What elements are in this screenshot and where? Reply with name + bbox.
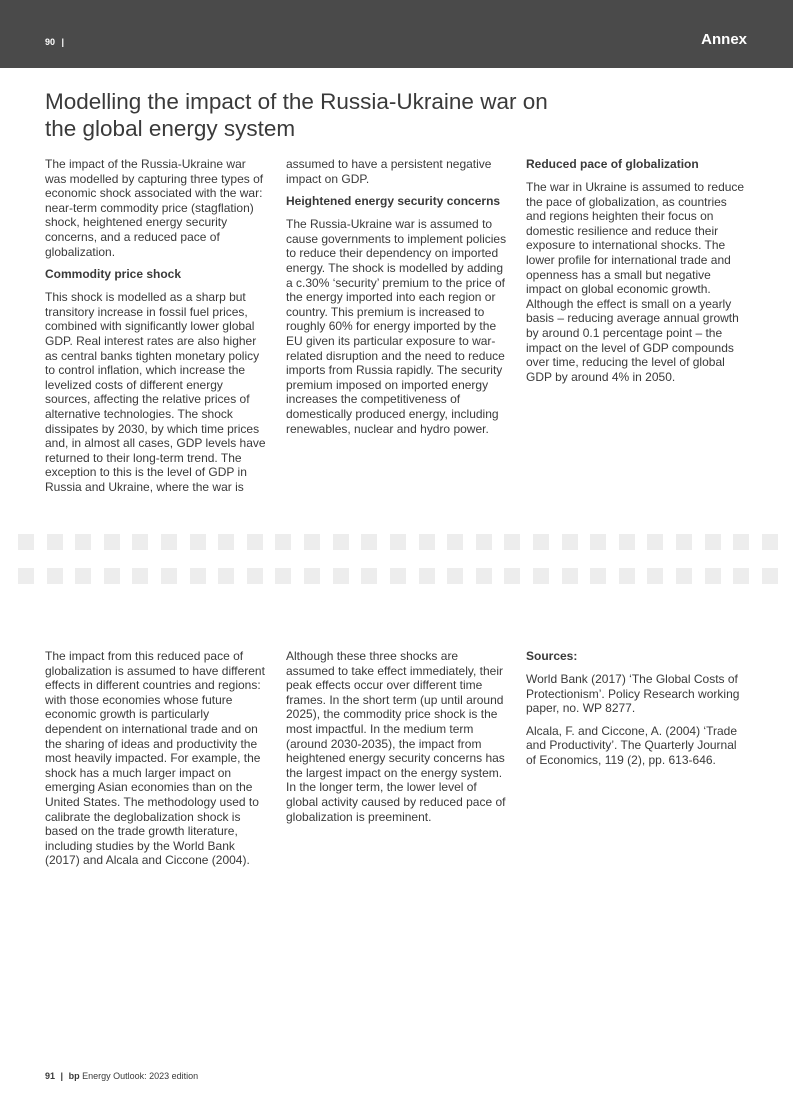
column-2-bottom <box>286 649 508 832</box>
page-title: Modelling the impact of the Russia-Ukraine war on the global energy system <box>45 89 548 141</box>
publication-name: Energy Outlook: 2023 edition <box>82 1071 199 1081</box>
column-1-bottom <box>45 649 267 876</box>
header-page-number: 90 | <box>45 37 65 47</box>
sources-heading: Sources: <box>526 649 578 663</box>
divider-squares-row-2 <box>18 568 778 584</box>
shock-timing-paragraph: Although these three shocks are assumed to take effect immediately, their peak effects occur over different time frames. In the short term (up until around 2025), the commodity price shock is the most impactful. In the medium term (around 2030-2035), the impact from heightened energy security concerns has the largest impact on the energy system. In the longer term, the lower level of global activity caused by reduced pace of globalization is preeminent. <box>286 649 506 824</box>
column-1-top <box>45 157 267 502</box>
header-bar <box>0 0 793 68</box>
source-item: Alcala, F. and Ciccone, A. (2004) ‘Trade and Productivity’. The Quarterly Journal of Economics, 119 (2), pp. 613-646. <box>526 723 737 767</box>
deglobalization-effects-paragraph: The impact from this reduced pace of globalization is assumed to have different effects in different countries and regions: with those economies whose future economic growth is particularly dependent on international trade and on the sharing of ideas and productivity the most heavily impacted. For example, the shock has a much larger impact on emerging Asian economies than on the United States. The methodology used to calibrate the deglobalization shock is based on the trade growth literature, including studies by the World Bank (2017) and Alcala and Ciccone (2004). <box>45 649 265 868</box>
column-3-top <box>526 157 748 392</box>
divider-squares-row-1 <box>18 534 778 550</box>
header-separator: | <box>61 37 65 47</box>
globalization-paragraph: The war in Ukraine is assumed to reduce the pace of globalization, as countries and regions heighten their focus on domestic resilience and reduce their exposure to international shocks. The lower profile for international trade and openness has a small but negative impact on global economic growth. Although the effect is small on a yearly basis – reducing average annual growth by around 0.1 percentage point – the impact on the level of GDP compounds over time, reducing the level of global GDP by around 4% in 2050. <box>526 180 745 384</box>
source-item: World Bank (2017) ‘The Global Costs of Protectionism’. Policy Research working paper, no. WP 8277. <box>526 672 740 716</box>
footer-page-number: 91 <box>45 1071 56 1081</box>
intro-paragraph: The impact of the Russia-Ukraine war was modelled by capturing three types of economic shock associated with the war: near-term commodity price (stagflation) shock, heightened energy security concerns, and a reduced pace of globalization. <box>45 157 264 259</box>
commodity-price-shock-heading: Commodity price shock <box>45 267 182 282</box>
energy-security-heading: Heightened energy security concerns <box>286 194 501 209</box>
footer-separator: | <box>60 1071 64 1081</box>
bp-brand: bp <box>68 1071 80 1081</box>
column-2-top <box>286 157 508 444</box>
footer <box>45 1071 198 1081</box>
column-3-bottom <box>526 649 748 776</box>
energy-security-paragraph: The Russia-Ukraine war is assumed to cause governments to implement policies to reduce their dependency on imported energy. The shock is modelled by adding a c.30% ‘security’ premium to the price of the energy imported into each region or country. This premium is increased to roughly 60% for energy imported by the EU given its particular exposure to war-related disruption and the need to reduce imports from Russia rapidly. The security premium imposed on imported energy increases the competitiveness of domestically produced energy, including renewables, nuclear and hydro power. <box>286 217 507 436</box>
globalization-heading: Reduced pace of globalization <box>526 157 699 171</box>
continuation-paragraph: assumed to have a persistent negative impact on GDP. <box>286 157 492 186</box>
commodity-price-shock-paragraph: This shock is modelled as a sharp but transitory increase in fossil fuel prices, combined with significantly lower global GDP. Real interest rates are also higher as central banks tighten monetary policy to control inflation, which increase the levelized costs of different energy sources, affecting the relative prices of alternative technologies. The shock dissipates by 2030, by which time prices and, in almost all cases, GDP levels have returned to their long-term trend. The exception to this is the level of GDP in Russia and Ukraine, where the war is <box>45 290 266 494</box>
section-label: Annex <box>701 31 747 48</box>
